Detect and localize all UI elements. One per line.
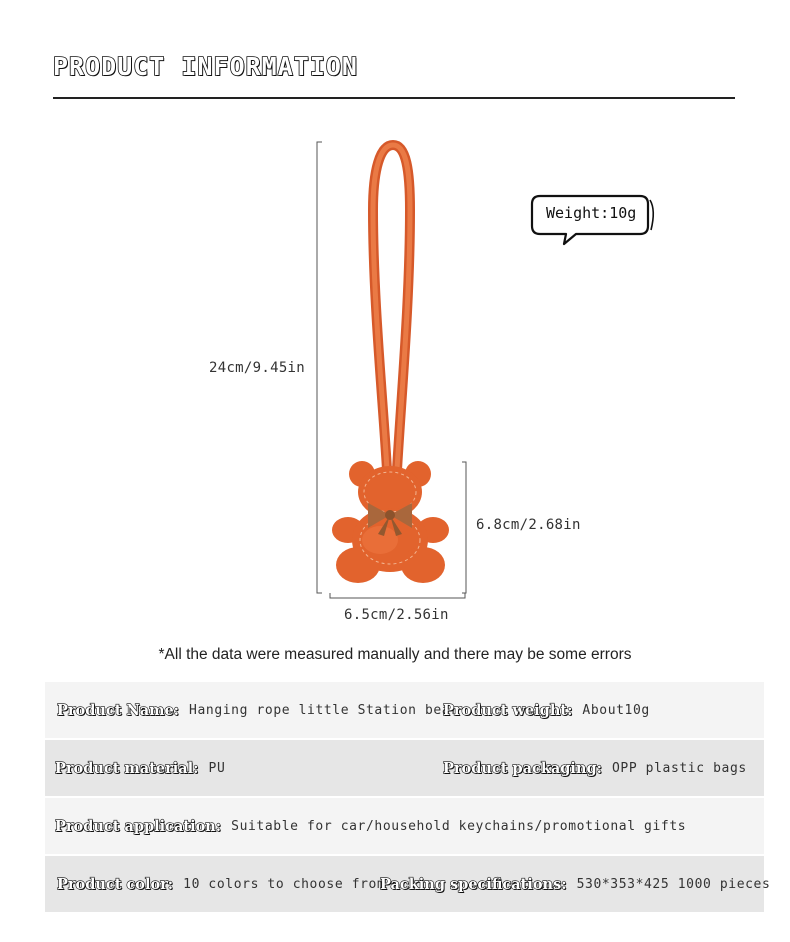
spec-table — [45, 682, 771, 914]
spec-value: OPP plastic bags — [611, 760, 747, 776]
spec-label: Packing specifications: — [380, 875, 567, 893]
spec-value: About10g — [582, 702, 650, 718]
measurement-note: *All the data were measured manually and there may be some errors — [158, 646, 632, 663]
weight-bubble-text: Weight:10g — [546, 204, 637, 222]
bear-width-bracket — [330, 593, 465, 598]
bear-height-label: 6.8cm/2.68in — [476, 517, 581, 533]
bear-charm — [332, 461, 449, 583]
spec-row-application — [45, 798, 764, 854]
spec-label: Product material: — [55, 759, 199, 777]
spec-row-name-weight — [45, 682, 764, 738]
spec-row-material-packaging — [45, 740, 764, 796]
spec-value: 530*353*425 1000 pieces — [576, 876, 771, 892]
spec-label: Product Name: — [57, 701, 180, 719]
spec-value: 10 colors to choose from — [183, 876, 386, 892]
spec-label: Product application: — [55, 817, 222, 835]
spec-product-material — [55, 740, 225, 796]
spec-value: Hanging rope little Station bear — [189, 702, 459, 718]
spec-label: Product weight: — [443, 701, 573, 719]
total-height-bracket — [317, 142, 322, 593]
spec-product-name — [57, 682, 459, 738]
page-title: PRODUCT INFORMATION — [53, 52, 358, 81]
bear-height-bracket — [462, 462, 466, 593]
spec-value: PU — [208, 760, 226, 776]
total-height-label: 24cm/9.45in — [209, 360, 306, 376]
spec-row-color-packing — [45, 856, 771, 912]
rope-loop — [373, 145, 410, 470]
spec-product-color — [57, 856, 385, 912]
spec-label: Product packaging: — [443, 759, 602, 777]
spec-product-weight — [443, 682, 650, 738]
spec-packing-specifications — [380, 856, 770, 912]
spec-label: Product color: — [57, 875, 174, 893]
spec-value: Suitable for car/household keychains/promotional gifts — [231, 818, 687, 834]
spec-product-packaging — [443, 740, 747, 796]
spec-product-application — [55, 798, 686, 854]
bear-width-label: 6.5cm/2.56in — [344, 607, 449, 623]
